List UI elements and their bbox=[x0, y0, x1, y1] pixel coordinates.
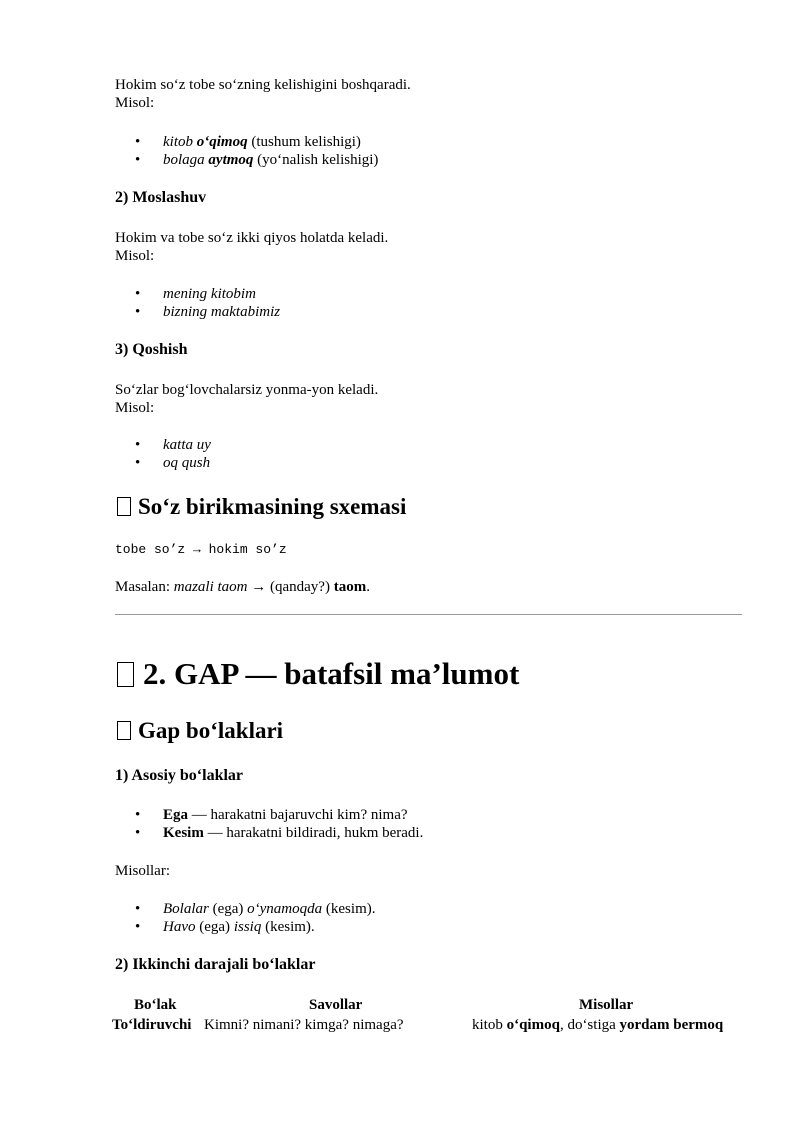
list-item: • mening kitobim bbox=[135, 285, 280, 303]
missing-glyph-icon bbox=[117, 662, 134, 687]
missing-glyph-icon bbox=[117, 497, 131, 516]
table-cell-misollar: kitob o‘qimoq, do‘stiga yordam bermoq bbox=[472, 1017, 724, 1033]
gap-section-heading: Gap bo‘laklari bbox=[117, 718, 283, 744]
qoshish-description: So‘zlar bog‘lovchalarsiz yonma-yon keladi. bbox=[115, 382, 379, 398]
missing-glyph-icon bbox=[117, 721, 131, 740]
table-cell-bolak: To‘ldiruvchi bbox=[112, 1017, 192, 1033]
qoshish-heading: 3) Qoshish bbox=[115, 341, 188, 358]
moslashuv-description: Hokim va tobe so‘z ikki qiyos holatda keladi. bbox=[115, 230, 389, 246]
list-item: • Havo (ega) issiq (kesim). bbox=[135, 918, 375, 936]
list-item: • Kesim — harakatni bildiradi, hukm beradi. bbox=[135, 824, 423, 842]
qoshish-example-list bbox=[135, 436, 211, 472]
moslashuv-example-list bbox=[135, 285, 280, 321]
table-header-bolak: Bo‘lak bbox=[134, 997, 177, 1013]
misollar-label: Misollar: bbox=[115, 863, 170, 879]
list-item: • bolaga aytmoq (yo‘nalish kelishigi) bbox=[135, 151, 378, 169]
list-item: • kitob o‘qimoq (tushum kelishigi) bbox=[135, 133, 378, 151]
table-header-savollar: Savollar bbox=[309, 997, 363, 1013]
sxema-heading: So‘z birikmasining sxemasi bbox=[117, 494, 406, 520]
boshqaruv-description: Hokim so‘z tobe so‘zning kelishigini boshqaradi. bbox=[115, 77, 411, 93]
list-item: • katta uy bbox=[135, 436, 211, 454]
moslashuv-misol-label: Misol: bbox=[115, 248, 155, 264]
list-item: • Bolalar (ega) o‘ynamoqda (kesim). bbox=[135, 900, 375, 918]
list-item: • bizning maktabimiz bbox=[135, 303, 280, 321]
boshqaruv-example-list bbox=[135, 133, 378, 169]
list-item: • Ega — harakatni bajaruvchi kim? nima? bbox=[135, 806, 423, 824]
gap-examples-list bbox=[135, 900, 375, 936]
sxema-example: Masalan: mazali taom → (qanday?) taom. bbox=[115, 579, 370, 595]
ikkinchi-heading: 2) Ikkinchi darajali bo‘laklar bbox=[115, 956, 316, 973]
list-item: • oq qush bbox=[135, 454, 211, 472]
asosiy-list bbox=[135, 806, 423, 842]
sxema-code: tobe so’z → hokim so’z bbox=[115, 542, 287, 557]
boshqaruv-misol-label: Misol: bbox=[115, 95, 155, 111]
qoshish-misol-label: Misol: bbox=[115, 400, 155, 416]
gap-title: 2. GAP — batafsil ma’lumot bbox=[117, 656, 519, 692]
table-cell-savollar: Kimni? nimani? kimga? nimaga? bbox=[204, 1017, 404, 1033]
horizontal-rule bbox=[115, 614, 742, 615]
moslashuv-heading: 2) Moslashuv bbox=[115, 189, 207, 206]
table-header-misollar: Misollar bbox=[579, 997, 634, 1013]
asosiy-heading: 1) Asosiy bo‘laklar bbox=[115, 767, 244, 784]
